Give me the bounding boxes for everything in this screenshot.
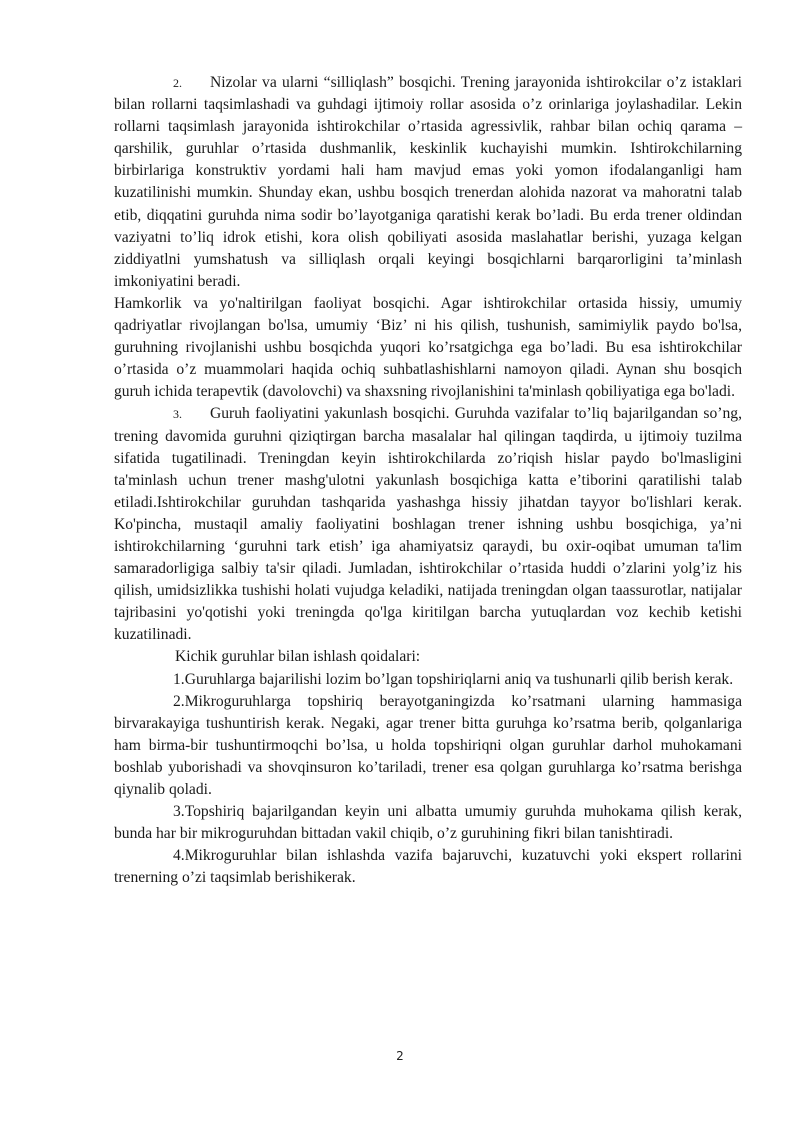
rules-heading: Kichik guruhlar bilan ishlash qoidalari: [175, 648, 421, 666]
list-number: 2. [173, 76, 182, 90]
rule-4: 4.Mikroguruhlar bilan ishlashda vazifa bajaruvchi, kuzatuvchi yoki ekspert rollarini trenerning o’zi taqsimlab berishikerak. [114, 847, 742, 887]
paragraph-text: Guruh faoliyatini yakunlash bosqichi. Guruhda vazifalar to’liq bajarilgandan so’ng, trening davomida guruhni qiziqtirgan barcha masalalar hal qilingan taqdirda, u ijtimoiy tuzilma sifatida tugatilinadi. Treningdan keyin ishtirokchilarda zo’riqish hislar paydo bo'lmasligini ta'minlash uchun trener mashg'ulotni yakunlash bosqichiga katta e’tiborini qaratilishi talab etiladi.Ishtirokchilar guruhdan tashqarida yashashga hissiy jihatdan tayyor bo'lishlari kerak. Ko'pincha, mustaqil amaliy faoliyatini boshlagan trener ishning ushbu bosqichiga, ya’ni ishtirokchilarning ‘guruhni tark etish’ iga ahamiyatsiz qaraydi, bu oxir-oqibat umuman ta'lim samaradorligiga salbiy ta'sir qiladi. Jumladan, ishtirokchilar o’rtasida huddi o’zlarini yolg’iz his qilish, umidsizlikka tushishi holati vujudga keladiki, natijada treningdan olgan taassurotlar, natijalar tajribasini yo'qotishi yoki treningda qo'lga kiritilgan barcha yutuqlardan voz kechib ketishi kuzatilinadi. [114, 405, 742, 644]
page-number: 2 [396, 1049, 404, 1063]
page-body [114, 72, 742, 889]
rule-1: 1.Guruhlarga bajarilishi lozim bo’lgan topshiriqlarni aniq va tushunarli qilib berish kerak. [173, 670, 734, 688]
list-number: 3. [173, 407, 182, 422]
paragraph-completion-stage [114, 403, 742, 646]
paragraph-conflict-stage [114, 72, 742, 293]
paragraph-cooperation-stage: Hamkorlik va yo'naltirilgan faoliyat bosqichi. Agar ishtirokchilar ortasida hissiy, umumiy qadriyatlar rivojlangan bo'lsa, umumiy ‘Biz’ ni his qilish, tushunish, samimiylik paydo bo'lsa, guruhning rivojlanishi ushbu bosqichda yuqori ko’rsatgichga ega bo’ladi. Bu esa ishtirokchilar o’rtasida o’z muammolari haqida ochiq suhbatlashishlarni namoyon qiladi. Aynan shu bosqich guruh ichida terapevtik (davolovchi) va shaxsning rivojlanishini ta'minlash qobiliyatiga ega bo'ladi. [114, 294, 742, 401]
rule-2: 2.Mikroguruhlarga topshiriq berayotganingizda ko’rsatmani ularning hammasiga birvarakayiga tushuntirish kerak. Negaki, agar trener bitta guruhga ko’rsatma berib, qolganlariga ham birma-bir tushuntirmoqchi bo’lsa, u holda topshiriqni olgan guruhlar darhol muhokamani boshlab yuborishadi va shovqinsuron ko’tariladi, trener esa qolgan guruhlarga ko’rsatma berishga qiynalib qoladi. [114, 692, 742, 798]
rule-3: 3.Topshiriq bajarilgandan keyin uni albatta umumiy guruhda muhokama qilish kerak, bunda har bir mikroguruhdan bittadan vakil chiqib, o’z guruhining fikri bilan tanishtiradi. [114, 803, 742, 843]
paragraph-text: Nizolar va ularni “silliqlash” bosqichi. Trening jarayonida ishtirokcilar o’z istaklari bilan rollarni taqsimlashadi va guhdagi ijtimoiy rollar asosida o’z orinlariga joylashadilar. Lekin rollarni taqsimlash jarayonida ishtirokchilar o’rtasida agressivlik, rahbar bilan ochiq qarama – qarshilik, guruhlar o’rtasida dushmanlik, keskinlik kuchayishi mumkin. Ishtirokchilarning birbirlariga konstruktiv yordami hali ham mavjud emas yoki yomon ifodalanganligi ham kuzatilinishi mumkin. Shunday ekan, ushbu bosqich trenerdan alohida nazorat va mahoratni talab etib, diqqatini guruhda nima sodir bo’layotganiga qaratishi kerak bo’ladi. Bu erda trener oldindan vaziyatni to’liq idrok etishi, kora olish qobiliyati asosida maslahatlar berishi, yuzaga kelgan ziddiyatlni yumshatush va silliqlash orqali keyingi bosqichlarni barqarorligini ta’minlash imkoniyatini beradi. [114, 74, 742, 290]
